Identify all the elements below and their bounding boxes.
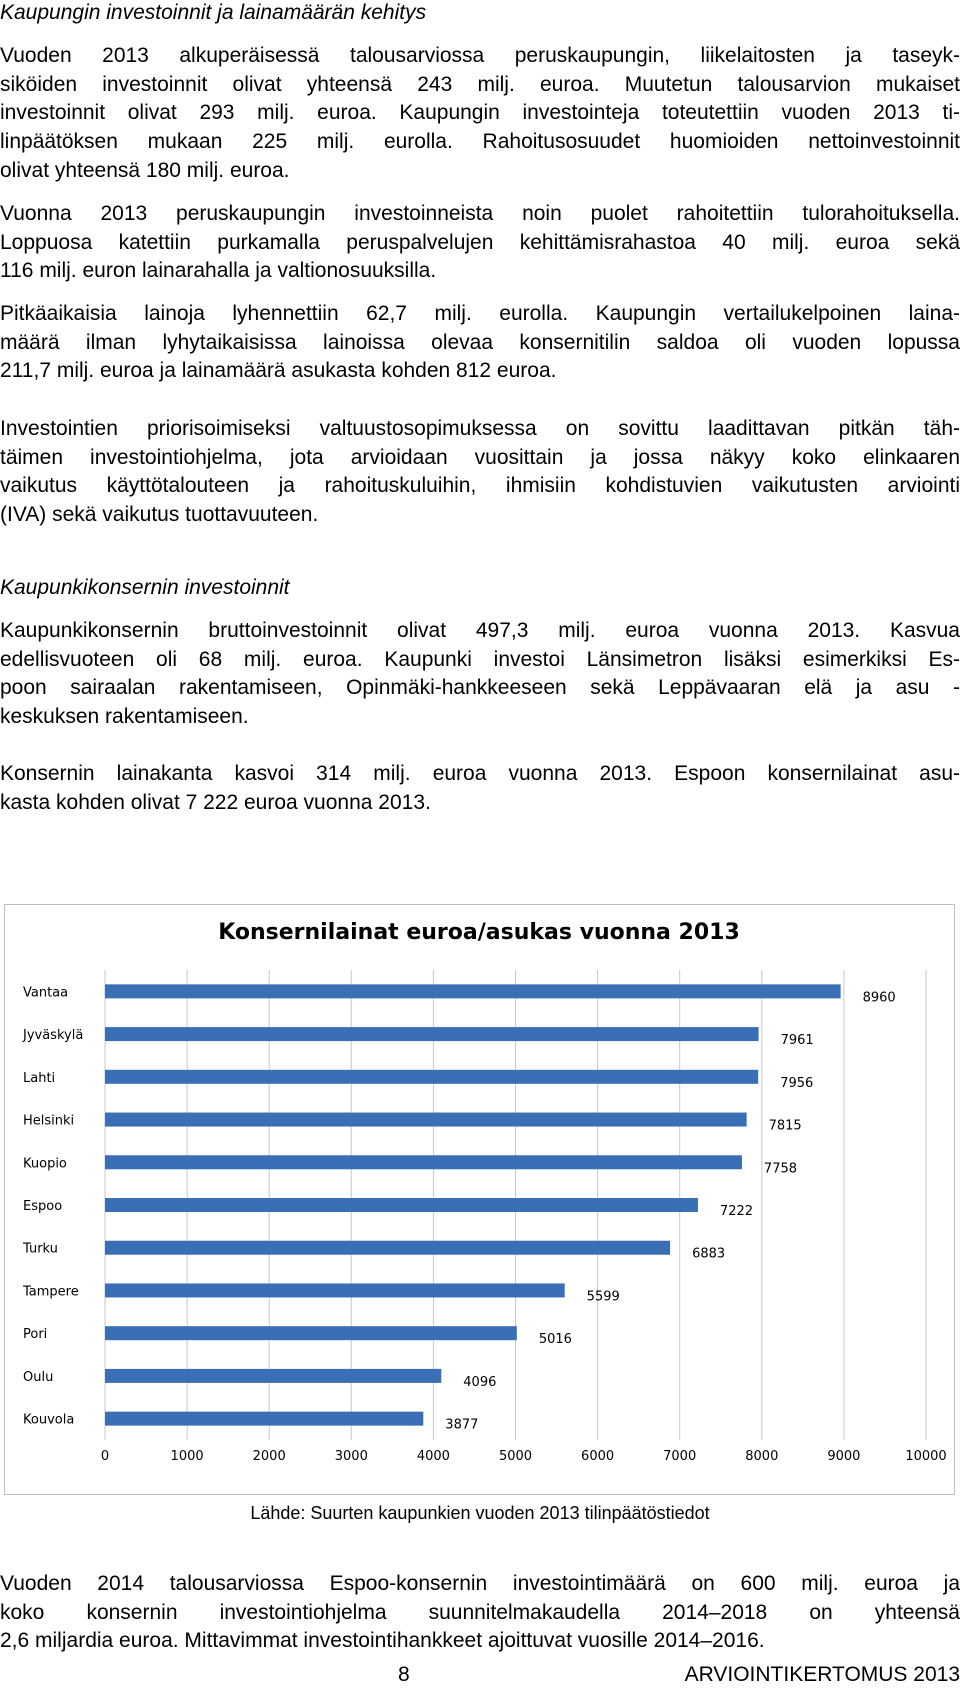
category-label: Tampere xyxy=(23,1284,79,1300)
paragraph-line: vaikutus käyttötalouteen ja rahoituskuluihin, ihmisiin kohdistuvien vaikutusten arviointi xyxy=(0,474,960,498)
paragraph-line: investoinnit olivat 293 milj. euroa. Kaupungin investointeja toteutettiin vuoden 2013 ti- xyxy=(0,101,960,125)
bar xyxy=(105,1412,423,1426)
paragraph-line: Loppuosa katettiin purkamalla peruspalvelujen kehittämisrahastoa 40 milj. euroa sekä xyxy=(0,230,960,254)
category-label: Helsinki xyxy=(23,1113,75,1129)
paragraph-line: Vuonna 2013 peruskaupungin investoinneista noin puolet rahoitettiin tulorahoituksella. xyxy=(0,202,960,225)
paragraph-line: 2,6 miljardia euroa. Mittavimmat investointihankkeet ajoittuvat vuosille 2014–2016. xyxy=(0,1629,765,1653)
paragraph-line: (IVA) sekä vaikutus tuottavuuteen. xyxy=(0,503,319,527)
paragraph-line: määrä ilman lyhytaikaisissa lainoissa olevaa konsernitilin saldoa oli vuoden lopussa xyxy=(0,330,960,354)
paragraph xyxy=(0,617,960,732)
bar xyxy=(105,1027,759,1041)
section-heading: Kaupunkikonsernin investoinnit xyxy=(0,576,290,599)
paragraph-line: keskuksen rakentamiseen. xyxy=(0,705,249,729)
x-tick-label: 1000 xyxy=(170,1449,204,1464)
x-tick-label: 8000 xyxy=(745,1449,779,1464)
document-title: ARVIOINTIKERTOMUS 2013 xyxy=(684,1663,960,1686)
bar xyxy=(105,984,841,998)
paragraph-line: Investointien priorisoimiseksi valtuustosopimuksessa on sovittu laadittavan pitkän täh- xyxy=(0,417,960,440)
category-label: Vantaa xyxy=(23,985,69,1001)
chart-title: Konsernilainat euroa/asukas vuonna 2013 xyxy=(218,920,740,945)
paragraph-line: 211,7 milj. euroa ja lainamäärä asukasta kohden 812 euroa. xyxy=(0,359,557,383)
category-label: Pori xyxy=(23,1327,48,1343)
paragraph-line: Vuoden 2013 alkuperäisessä talousarviossa peruskaupungin, liikelaitosten ja taseyk- xyxy=(0,44,960,67)
bar xyxy=(105,1113,747,1127)
category-label: Kouvola xyxy=(23,1412,75,1428)
paragraph-line: olivat yhteensä 180 milj. euroa. xyxy=(0,158,290,182)
data-label: 4096 xyxy=(463,1374,497,1390)
paragraph-line: poon sairaalan rakentamiseen, Opinmäki-hankkeeseen sekä Leppävaaran elä ja asu - xyxy=(0,676,960,700)
x-tick-label: 3000 xyxy=(334,1449,368,1464)
bar xyxy=(105,1241,670,1255)
data-label: 3877 xyxy=(445,1417,479,1433)
x-tick-label: 5000 xyxy=(498,1449,533,1464)
paragraph-line: siköiden investoinnit olivat yhteensä 243 milj. euroa. Muutetun talousarvion mukaiset xyxy=(0,72,960,96)
x-tick-label: 2000 xyxy=(252,1449,286,1464)
paragraph-line: Pitkäaikaisia lainoja lyhennettiin 62,7 milj. eurolla. Kaupungin vertailukelpoinen laina- xyxy=(0,302,960,325)
bar xyxy=(105,1070,758,1084)
chart-source: Lähde: Suurten kaupunkien vuoden 2013 tilinpäätöstiedot xyxy=(250,1503,710,1523)
paragraph-line: kasta kohden olivat 7 222 euroa vuonna 2013. xyxy=(0,790,431,814)
bar-chart xyxy=(5,905,954,1494)
data-label: 8960 xyxy=(862,990,896,1006)
paragraph-line: Kaupunkikonsernin bruttoinvestoinnit olivat 497,3 milj. euroa vuonna 2013. Kasvua xyxy=(0,619,960,642)
data-label: 7956 xyxy=(780,1075,814,1091)
paragraph-line: koko konsernin investointiohjelma suunnitelmakaudella 2014–2018 on yhteensä xyxy=(0,1600,960,1624)
paragraph xyxy=(0,1570,960,1656)
paragraph xyxy=(0,42,960,186)
bar xyxy=(105,1326,517,1340)
paragraph xyxy=(0,415,960,530)
data-label: 7815 xyxy=(768,1118,802,1134)
category-label: Lahti xyxy=(23,1070,56,1086)
category-label: Espoo xyxy=(23,1199,63,1214)
x-tick-label: 10000 xyxy=(905,1449,947,1464)
paragraph-line: linpäätöksen mukaan 225 milj. eurolla. Rahoitusosuudet huomioiden nettoinvestoinnit xyxy=(0,130,960,154)
x-tick-label: 4000 xyxy=(416,1449,450,1464)
section-heading: Kaupungin investoinnit ja lainamäärän kehitys xyxy=(0,1,427,24)
x-tick-label: 7000 xyxy=(663,1449,697,1464)
category-label: Oulu xyxy=(23,1369,54,1385)
paragraph xyxy=(0,760,960,817)
chart-container xyxy=(4,904,955,1495)
x-tick-label: 9000 xyxy=(827,1449,861,1464)
data-label: 7961 xyxy=(780,1033,814,1049)
category-label: Turku xyxy=(23,1241,58,1257)
data-label: 5599 xyxy=(586,1289,620,1305)
data-label: 7758 xyxy=(763,1161,798,1177)
x-tick-label: 6000 xyxy=(581,1449,615,1464)
x-tick-label: 0 xyxy=(100,1449,110,1464)
bar xyxy=(105,1283,565,1297)
category-label: Jyväskylä xyxy=(23,1028,84,1044)
paragraph xyxy=(0,200,960,286)
paragraph xyxy=(0,300,960,386)
paragraph-line: Vuoden 2014 talousarviossa Espoo-konsernin investointimäärä on 600 milj. euroa ja xyxy=(0,1572,960,1595)
paragraph-line: täimen investointiohjelma, jota arvioidaan vuosittain ja jossa näkyy koko elinkaaren xyxy=(0,445,960,469)
data-label: 7222 xyxy=(719,1204,754,1219)
paragraph-line: Konsernin lainakanta kasvoi 314 milj. euroa vuonna 2013. Espoon konsernilainat asu- xyxy=(0,762,960,785)
bar xyxy=(105,1155,742,1169)
bar xyxy=(105,1369,441,1383)
category-label: Kuopio xyxy=(23,1156,67,1172)
bar xyxy=(105,1198,698,1212)
paragraph-line: 116 milj. euron lainarahalla ja valtionosuuksilla. xyxy=(0,259,437,283)
data-label: 5016 xyxy=(538,1332,572,1348)
page-number: 8 xyxy=(398,1663,410,1686)
paragraph-line: edellisvuoteen oli 68 milj. euroa. Kaupunki investoi Länsimetron lisäksi esimerkiksi Es- xyxy=(0,647,960,671)
data-label: 6883 xyxy=(692,1246,726,1262)
